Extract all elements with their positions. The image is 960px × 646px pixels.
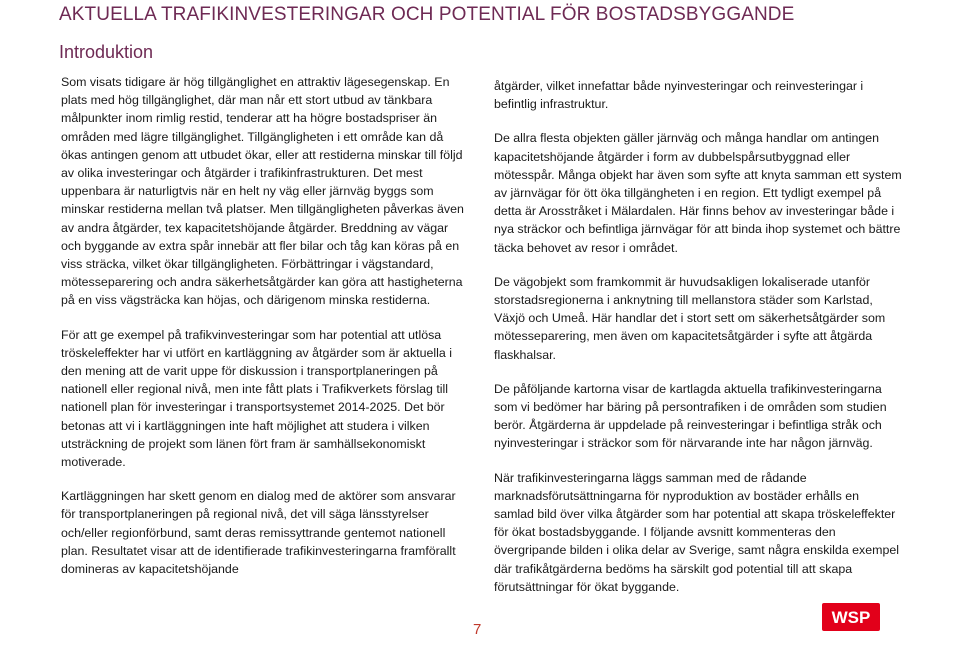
left-column xyxy=(61,73,469,594)
paragraph: När trafikinvesteringarna läggs samman med de rådande marknadsförutsättningarna för nyproduktion av bostäder erhålls en samlad bild över vilka åtgärder som har potential att skapa tröskeleffekter för ökat bostadsbyggande. I följande avsnitt kommenteras den övergripande bilden i olika delar av Sverige, samt några enskilda exempel där trafikåtgärderna bedöms ha särskilt god potential till att skapa förutsättningar för ökat byggande. xyxy=(494,470,899,594)
wsp-logo-text: WSP xyxy=(831,608,871,627)
paragraph: Som visats tidigare är hög tillgänglighet en attraktiv lägesegenskap. En plats med hög tillgänglighet, där man når ett stort utbud av tänkbara målpunkter inom rimlig restid, tenderar att ha högre bostadspriser än områden med lägre tillgänglighet. Tillgängligheten i ett område kan då ökas antingen genom att utbudet ökar, eller att restiderna minskar till följd av olika investeringar och åtgärder i trafikinfrastrukturen. Det mest uppenbara är naturligtvis när en helt ny väg eller järnväg byggs som minskar restiderna mellan två platser. Men tillgängligheten påverkas även av andra åtgärder, tex kapacitetshöjande åtgärder. Breddning av vägar och byggande av extra spår innebär att fler bilar och tåg kan köras på en viss sträcka, vilket ökar tillgängligheten. Förbättringar i vägstandard, mötesseparering och andra säkerhetsåtgärder kan göra att hastigheterna på en viss vägsträcka kan höjas, och därigenom minska restiderna. xyxy=(61,75,464,308)
right-column xyxy=(494,77,902,612)
paragraph: För att ge exempel på trafikvinvesteringar som har potential att utlösa tröskeleffekter har vi utfört en kartläggning av åtgärder som är aktuella i den mening att de varit uppe för diskussion i transportplaneringen på nationell eller regional nivå, men inte fått plats i Trafikverkets förslag till nationell plan för investeringar i transportsystemet 2014-2025. Det bör betonas att vi i kartläggningen inte haft möjlighet att studera i vilken utsträckning de projekt som länen fört fram är samhällsekonomiskt motiverade. xyxy=(61,327,452,470)
section-heading: Introduktion xyxy=(59,42,154,62)
paragraph: De allra flesta objekten gäller järnväg och många handlar om antingen kapacitetshöjande åtgärder i form av dubbelspårsutbyggnad eller mötesspår. Många objekt har även som syfte att knyta samman ett system av järnvägar för ött öka tillgängheten i en region. Ett tydligt exempel på detta är Arosstråket i Mälardalen. Här finns behov av investeringar både i nya sträckor och befintliga järnvägar för att binda ihop systemet och bättre täcka behovet av resor i området. xyxy=(494,131,902,255)
paragraph: Kartläggningen har skett genom en dialog med de aktörer som ansvarar för transportplaneringen på regional nivå, det vill säga länsstyrelser och/eller regionförbund, samt deras remissyttrande gentemot nationell plan. Resultatet visar att de identifierade trafikinvesteringarna framförallt domineras av kapacitetshöjande xyxy=(61,489,456,577)
paragraph: åtgärder, vilket innefattar både nyinvesteringar och reinvesteringar i befintlig infrastruktur. xyxy=(494,79,864,112)
page-number: 7 xyxy=(473,621,482,638)
paragraph: De påföljande kartorna visar de kartlagda aktuella trafikinvesteringarna som vi bedömer har bäring på persontrafiken i de områden som studien berör. Åtgärderna är uppdelade på reinvesteringar i befintliga stråk och nyinvesteringar i sträckor som för närvarande inte har någon järnväg. xyxy=(494,381,887,451)
page-title: AKTUELLA TRAFIKINVESTERINGAR OCH POTENTIAL FÖR BOSTADSBYGGANDE xyxy=(59,4,795,25)
wsp-logo xyxy=(822,603,880,631)
paragraph: De vägobjekt som framkommit är huvudsakligen lokaliserade utanför storstadsregionerna i anknytning till mellanstora städer som Karlstad, Växjö och Umeå. Här handlar det i stort sett om säkerhetsåtgärder som mötesseparering, men även om kapacitetsåtgärder i syfte att åtgärda flaskhalsar. xyxy=(494,274,886,362)
